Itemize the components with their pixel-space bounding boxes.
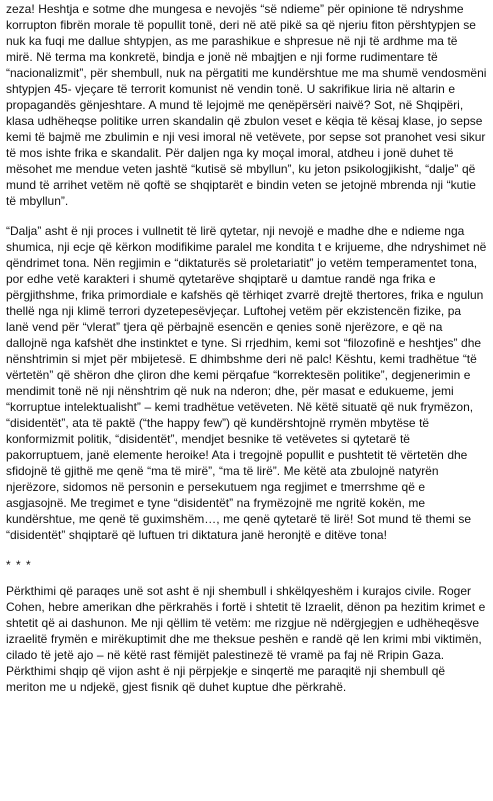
section-separator: * * * (6, 558, 32, 572)
paragraph-2: “Dalja” asht ë nji proces i vullnetit të lirë qytetar, nji nevojë e madhe dhe e ndieme nga shumica, nji ecje që kërkon modifikime paralel me kondita t e krijueme, dhe ndryshimet në qëndrimet tona. Nën regjimin e “diktaturës së proletariatit” jo vetëm temperamentet tona, por edhe vetë karakteri i shumë qytetarëve shqiptarë u damtue randë nga frika e përgjithshme, frika primordiale e kafshës që tërhiqet zvarrë drejtë thertores, frika e ngulun thellë nga nji klimë terrori dyzetepesëvjeçar. Luftohej vetëm për ekzistencën fizike, pa lanë vend për “vlerat” tjera që përbajnë esencën e qenies sonë njerëzore, e që na dallojnë nga kafshët dhe instinktet e tyne. Si rrjedhim, kemi sot “filozofinë e heshtjes” dhe nënshtrimin si mjet për mbijetesë. E dhimbshme deri në palc! Kështu, kemi tradhëtue “të vërtetën” që shëron dhe çliron dhe kemi përqafue “korrektesën politike”, degjenerimin e mendimit tonë në nji nënshtrim që nuk na nderon; dhe, për masat e edukueme, jemi “korruptue intelektualisht” – kemi tradhëtue vetëveten. Në këtë situatë që nuk frymëzon, “disidentët”, ata të paktë (“the happy few”) që kundërshtojnë rrymën mbytëse të konformizmit politik, “disidentët”, mendjet besnike të vetëvetes si qytetarë të pakorruptuem, janë elemente heroike! Ata i tregojnë popullit e pushtetit të vërtetën dhe sfidojnë të gjithë me qenë “ma të mirë”, “ma të lirë”. Me këtë ata zbulojnë natyrën njerëzore, sidomos në personin e persekutuem nga regjimet e tmerrshme që e asgjasojnë. Me tregimet e tyne “disidentët” na frymëzojnë me ngritë kokën, me kundërshtue, me qenë të guximshëm…, me qenë qytetarë të lirë! Sot mund të themi se “disidentët” shqiptarë që luftuen tri diktatura janë heronjtë e ditëve tona! (6, 224, 487, 542)
paragraph-closing: Përkthimi që paraqes unë sot asht ë nji shembull i shkëlqyeshëm i kurajos civile. Roger Cohen, hebre amerikan dhe përkrahës i fortë i shtetit të Izraelit, dënon pa hezitim krimet e shtetit që ai dashunon. Me nji qëllim të vetëm: me rizgjue në ndërgjegjen e udhëheqësve izraelitë frymën e mirëkuptimit dhe me theksue peshën e randë që len krimi mbi viktimën, cilado të jetë ajo – në këtë rast fëmijët palestinezë të vramë pa faj në Rripin Gaza. Përkthimi shqip që vijon asht ë nji përpjekje e sinqertë me paraqitë nji shembull që meriton me u ndjekë, gjest fisnik që duhet kuptue dhe përkrahë. (6, 584, 486, 694)
paragraph-1: zeza! Heshtja e sotme dhe mungesa e nevojës “së ndieme” për opinione të ndryshme korrupton fibrën morale të popullit tonë, deri në atë pikë sa që njeriu fiton përshtypjen se nuk ka fuqi me dallue shtypjen, as me parashikue e shpresue në nji të ardhme ma të mirë. Në terma ma konkretë, bindja e jonë në mbajtjen e nji forme rudimentare të “nacionalizmit”, për shembull, nuk na përgatiti me kundërshtue me ma shumë vendosmëni shtypjen 45- vjeçare të terrorit komunist në vendin tonë. U sakrifikue liria në altarin e propagandës gënjeshtare. A mund të lejojmë me qenëpërsëri naivë? Sot, në Shqipëri, klasa udhëheqse politike urren skandalin që zbulon veset e këqia të kësaj klase, jo sepse kemi të bajmë me zbulimin e nji vesi imoral në vetëvete, por sepse sot pranohet vesi sikur të mos ishte frika e skandalit. Për daljen nga ky moçal imoral, atdheu i jonë duhet të mësohet me mendue veten jashtë “kutisë së mbyllun”, ku jeton psikologjikisht, “dalje” që mund të arrihet vetëm në qoftë se shqiptarët e bindin veten se jetojnë mbrenda nji “kutie të mbyllun”. (6, 2, 487, 208)
